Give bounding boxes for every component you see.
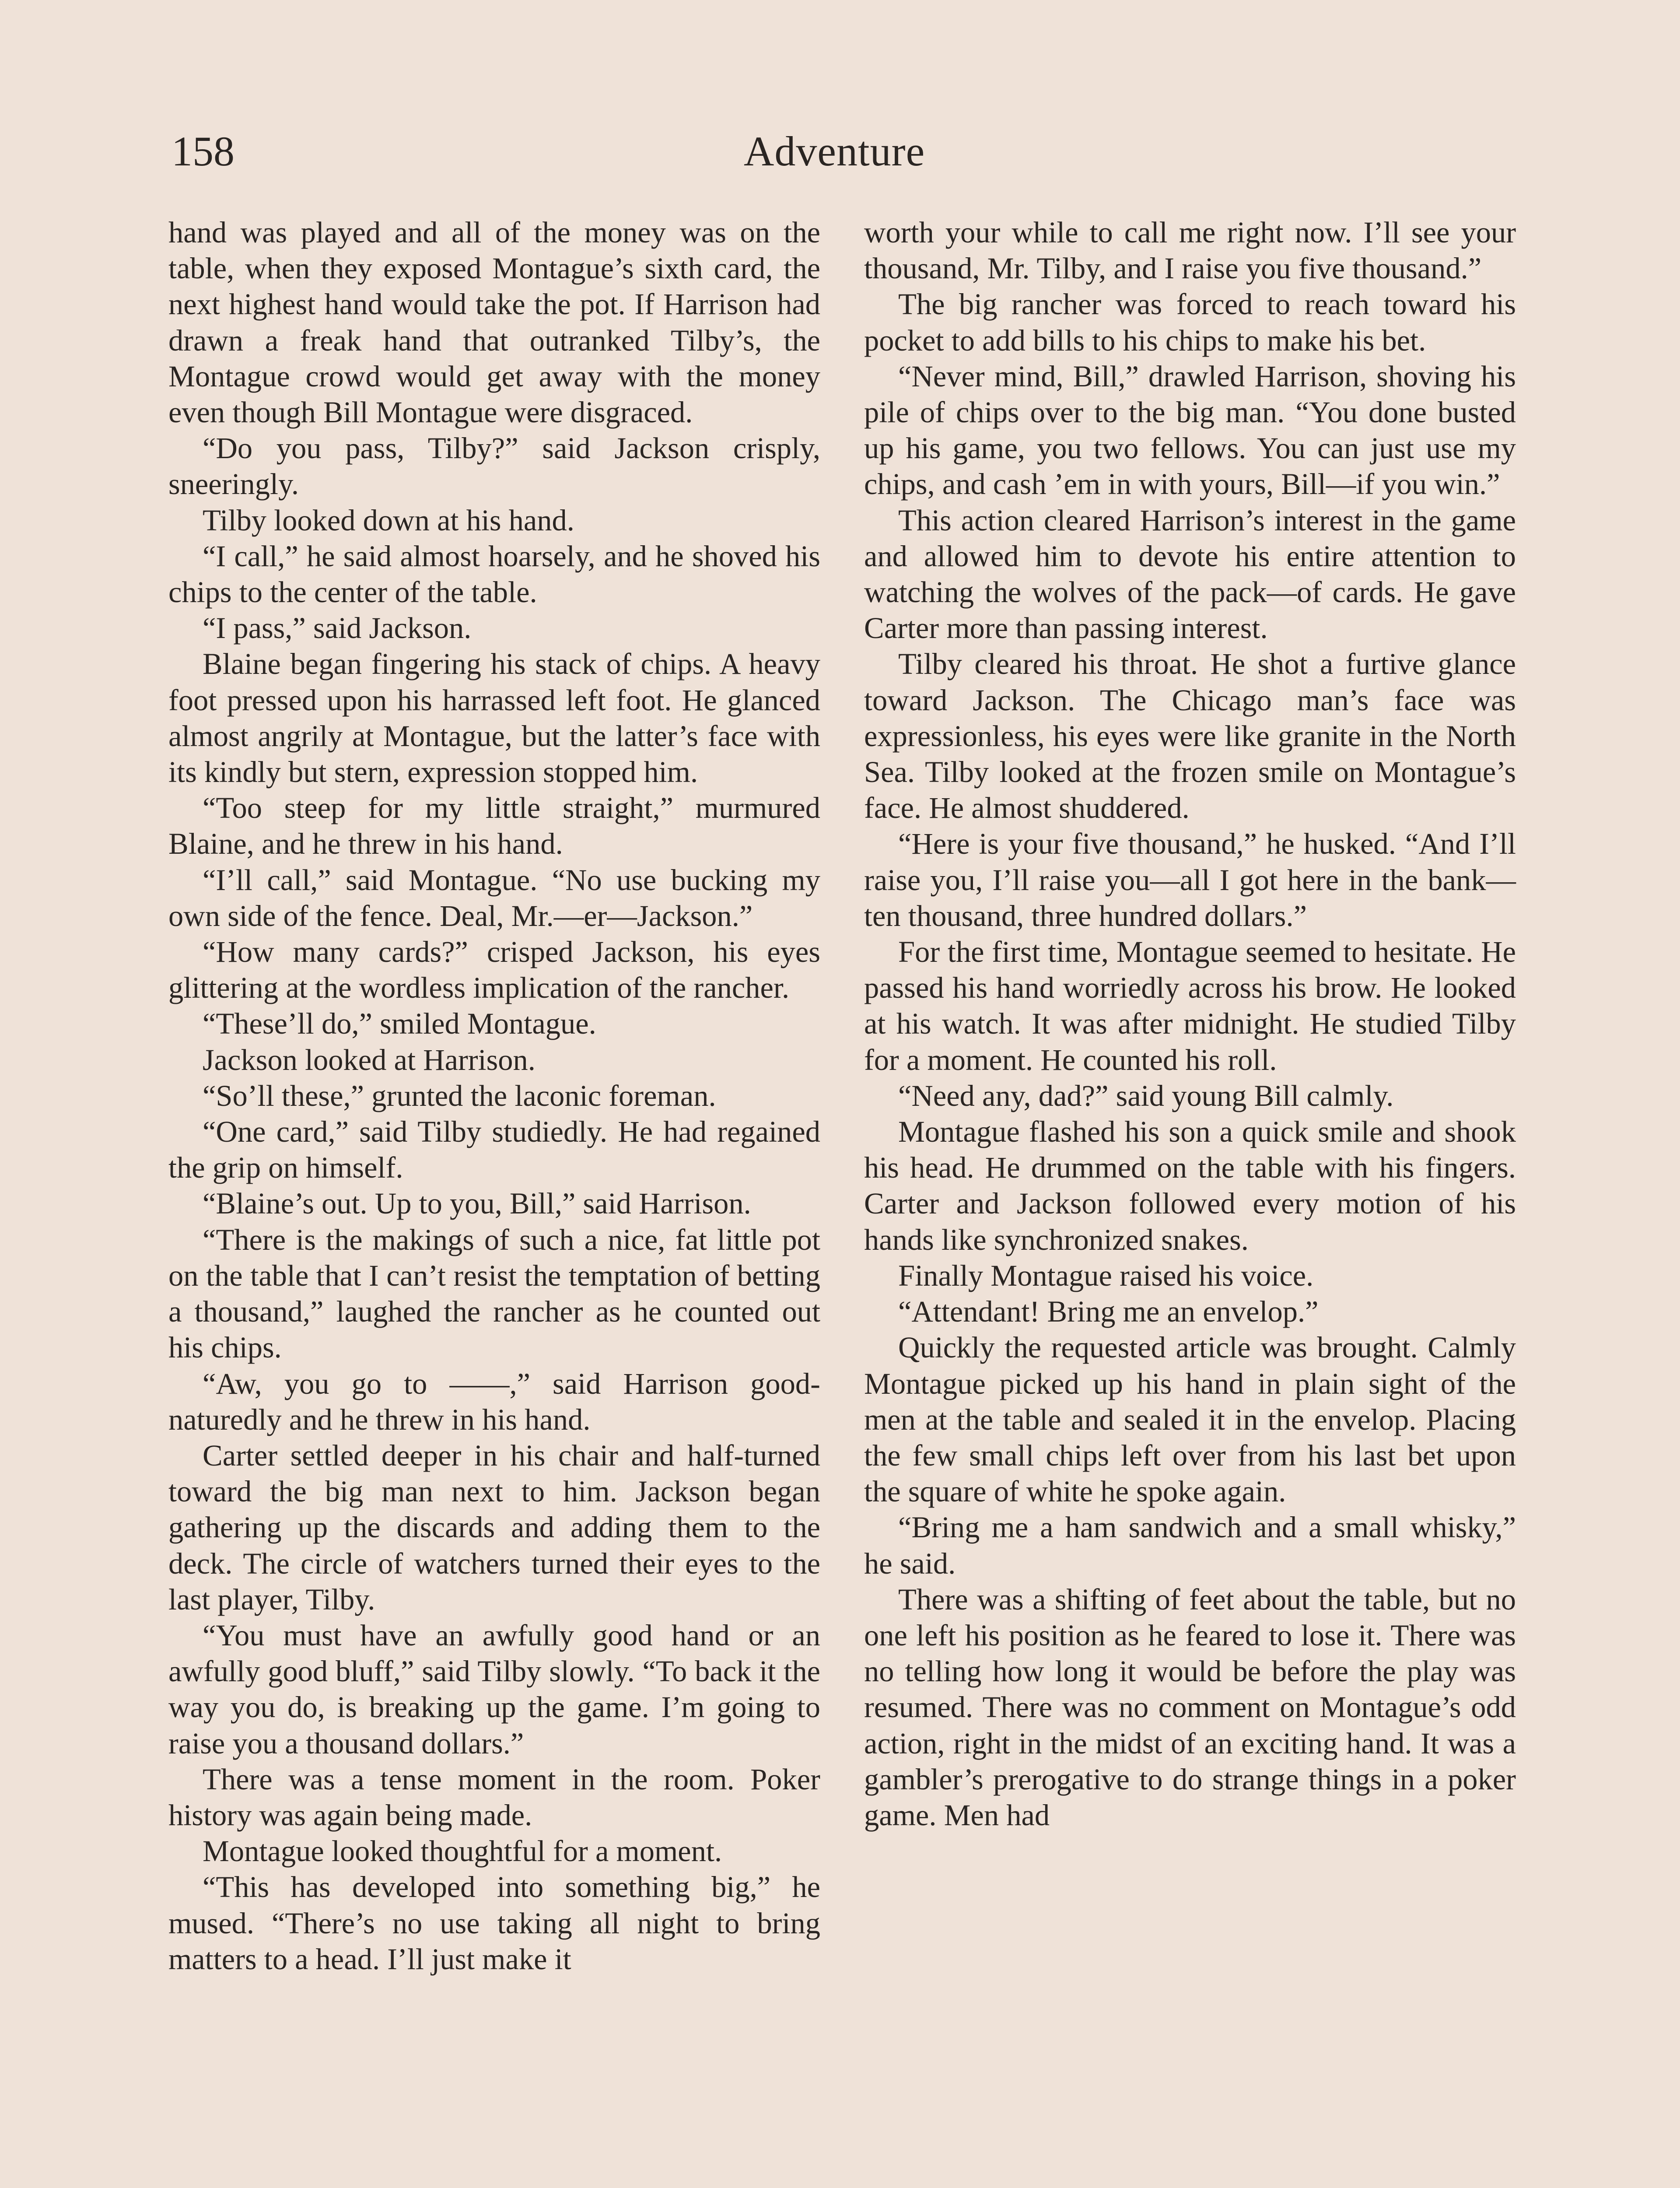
paragraph: For the first time, Montague seemed to hesitate. He passed his hand worriedly across his brow. He looked at his watch. It was after midnight. He studied Tilby for a moment. He counted his roll. — [864, 935, 1516, 1076]
paragraph: “I’ll call,” said Montague. “No use bucking my own side of the fence. Deal, Mr.—er—Jackson.” — [168, 863, 820, 933]
paragraph: “So’ll these,” grunted the laconic foreman. — [203, 1079, 716, 1112]
paragraph: Quickly the requested article was brought. Calmly Montague picked up his hand in plain sight of the men at the table and sealed it in the envelop. Placing the few small chips left over from his last bet upon the square of white he spoke again. — [864, 1331, 1516, 1508]
paragraph: Finally Montague raised his voice. — [898, 1259, 1314, 1292]
paragraph: “Blaine’s out. Up to you, Bill,” said Harrison. — [203, 1187, 751, 1220]
paragraph: “Never mind, Bill,” drawled Harrison, shoving his pile of chips over to the big man. “You done busted up his game, you two fellows. You can just use my chips, and cash ’em in with yours, Bill—if you win.” — [864, 359, 1516, 501]
paragraph: There was a shifting of feet about the table, but no one left his position as he feared to lose it. There was no telling how long it would be before the play was resumed. There was no comment on Montague’s odd action, right in the midst of an exciting hand. It was a gambler’s prerogative to do strange things in a poker game. Men had — [864, 1582, 1516, 1832]
paragraph: Carter settled deeper in his chair and half-turned toward the big man next to him. Jackson began gathering up the discards and adding them to the deck. The circle of watchers turned their eyes to the last player, Tilby. — [168, 1438, 820, 1616]
paragraph: worth your while to call me right now. I’ll see your thousand, Mr. Tilby, and I raise you five thousand.” — [864, 216, 1516, 285]
paragraph: “There is the makings of such a nice, fat little pot on the table that I can’t resist the temptation of betting a thousand,” laughed the rancher as he counted out his chips. — [168, 1223, 820, 1364]
paragraph: “How many cards?” crisped Jackson, his eyes glittering at the wordless implication of the rancher. — [168, 935, 820, 1005]
paragraph: “One card,” said Tilby studiedly. He had regained the grip on himself. — [168, 1115, 820, 1185]
paragraph: “Here is your five thousand,” he husked. “And I’ll raise you, I’ll raise you—all I got here in the bank—ten thousand, three hundred dollars.” — [864, 827, 1516, 933]
paragraph: “These’ll do,” smiled Montague. — [203, 1007, 596, 1041]
left-text-column — [168, 214, 820, 1977]
paragraph: Montague looked thoughtful for a moment. — [203, 1834, 722, 1868]
running-head-title: Adventure — [744, 128, 925, 175]
paragraph: “I pass,” said Jackson. — [203, 611, 472, 645]
paragraph: “Attendant! Bring me an envelop.” — [898, 1295, 1319, 1329]
paragraph: There was a tense moment in the room. Poker history was again being made. — [168, 1762, 820, 1832]
paragraph: The big rancher was forced to reach toward his pocket to add bills to his chips to make his bet. — [864, 288, 1516, 357]
paragraph: This action cleared Harrison’s interest in the game and allowed him to devote his entire attention to watching the wolves of the pack—of cards. He gave Carter more than passing interest. — [864, 503, 1516, 645]
paragraph: “I call,” he said almost hoarsely, and he shoved his chips to the center of the table. — [168, 539, 820, 609]
paragraph: Jackson looked at Harrison. — [203, 1043, 536, 1076]
paragraph: “You must have an awfully good hand or an awfully good bluff,” said Tilby slowly. “To back it the way you do, is breaking up the game. I’m going to raise you a thousand dollars.” — [168, 1618, 820, 1760]
paragraph: Tilby cleared his throat. He shot a furtive glance toward Jackson. The Chicago man’s face was expressionless, his eyes were like granite in the North Sea. Tilby looked at the frozen smile on Montague’s face. He almost shuddered. — [864, 647, 1516, 825]
paragraph: hand was played and all of the money was on the table, when they exposed Montague’s sixth card, the next highest hand would take the pot. If Harrison had drawn a freak hand that outranked Tilby’s, the Montague crowd would get away with the money even though Bill Montague were disgraced. — [168, 216, 820, 429]
paragraph: Tilby looked down at his hand. — [203, 503, 574, 537]
paragraph: “Too steep for my little straight,” murmured Blaine, and he threw in his hand. — [168, 791, 820, 861]
right-text-column — [864, 214, 1516, 1833]
paragraph: Montague flashed his son a quick smile and shook his head. He drummed on the table with his fingers. Carter and Jackson followed every motion of his hands like synchronized snakes. — [864, 1115, 1516, 1256]
paragraph: “Aw, you go to ——,” said Harrison good-naturedly and he threw in his hand. — [168, 1367, 820, 1436]
paragraph: Blaine began fingering his stack of chips. A heavy foot pressed upon his harrassed left foot. He glanced almost angrily at Montague, but the latter’s face with its kindly but stern, expression stopped him. — [168, 647, 820, 789]
page-number: 158 — [172, 128, 234, 175]
paragraph: “Need any, dad?” said young Bill calmly. — [898, 1079, 1394, 1112]
paragraph: “This has developed into something big,” he mused. “There’s no use taking all night to bring matters to a head. I’ll just make it — [168, 1870, 820, 1976]
paragraph: “Do you pass, Tilby?” said Jackson crisply, sneeringly. — [168, 431, 820, 501]
paragraph: “Bring me a ham sandwich and a small whisky,” he said. — [864, 1511, 1516, 1580]
